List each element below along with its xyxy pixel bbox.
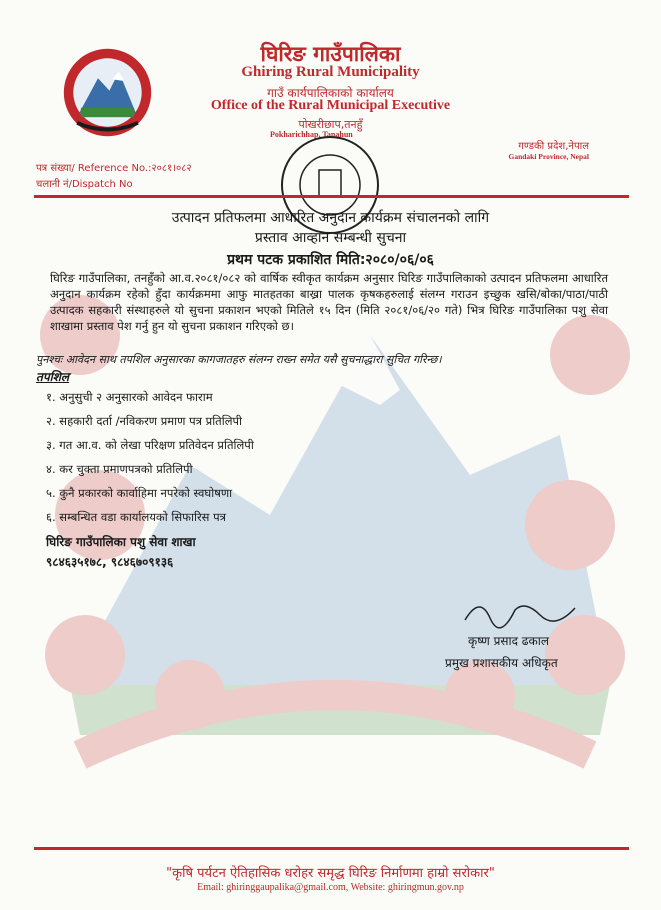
address-en: Pokharichhap, Tanahun xyxy=(270,130,353,139)
list-item: १. अनुसुची २ अनुसारको आवेदन फाराम xyxy=(46,390,213,404)
notice-subtitle: प्रस्ताव आव्हान सम्बन्धी सुचना xyxy=(254,230,407,246)
footer-contact: Email: ghiringgaupalika@gmail.com, Website: ghiringmun.gov.np xyxy=(197,882,464,893)
list-item: ५. कुनै प्रकारको कार्वाहिमा नपरेको स्वघोषणा xyxy=(46,486,233,500)
list-item: २. सहकारी दर्ता /नविकरण प्रमाण पत्र प्रतिलिपी xyxy=(46,414,243,428)
signatory-title: प्रमुख प्रशासकीय अधिकृत xyxy=(445,656,558,670)
footer-slogan: "कृषि पर्यटन ऐतिहासिक धरोहर समृद्ध घिरिङ निर्माणमा हाम्रो सरोकार" xyxy=(166,866,495,881)
notice-title: उत्पादन प्रतिफलमा आधारित अनुदान कार्यक्रम संचालनको लागि xyxy=(171,210,490,226)
list-item: ३. गत आ.व. को लेखा परिक्षण प्रतिवेदन प्रतिलिपी xyxy=(46,438,254,452)
office-name-en: Office of the Rural Municipal Executive xyxy=(210,98,451,113)
notice-body: घिरिङ गाउँपालिका, तनहुँको आ.व.२०८१/०८२ को वार्षिक स्वीकृत कार्यक्रम अनुसार घिरिङ गाउँपालिकाको उत्पादन प्रतिफलमा आधारित अनुदान कार्यक्रम रहेको हुँदा कार्यक्रममा आफु मातहतका बाख्रा पालक कृषकहरुलाई संलग्न गराउन इच्छुक खसि/बोका/पाठा/पाठी उत्पादक सहकारी संस्थाहरुले यो सुचना प्रकाशन भएको मितिले १५ दिन (मिति २०८१/०६/२० गते) भित्र घिरिङ गाउँपालिका पशु सेवा शाखामा प्रस्ताव पेश गर्नु हुन यो सुचना प्रकाशन गरिएको छ। xyxy=(50,271,608,333)
address-np: पोखरीछाप,तनहुँ xyxy=(298,118,363,131)
section-name: घिरिङ गाउँपालिका पशु सेवा शाखा xyxy=(46,535,196,549)
municipality-name-np: घिरिङ गाउँपालिका xyxy=(260,42,401,66)
footer-divider xyxy=(34,847,629,850)
signatory-name: कृष्ण प्रसाद ढकाल xyxy=(468,634,550,648)
province-np: गण्डकी प्रदेश,नेपाल xyxy=(518,141,589,152)
postscript-note: पुनश्चः आवेदन साथ तपशिल अनुसारका कागजातहरु संलग्न राख्न समेत यसै सुचनाद्धारा सुचित गरिन्छ। xyxy=(36,353,442,366)
list-item: ४. कर चुक्ता प्रमाणपत्रको प्रतिलिपी xyxy=(46,462,193,476)
contact-phones: ९८४६३५१७८, ९८४६७०९१३६ xyxy=(46,555,174,569)
office-name-np: गाउँ कार्यपालिकाको कार्यालय xyxy=(267,86,394,100)
published-date: प्रथम पटक प्रकाशित मिति:२०८०/०६/०६ xyxy=(227,252,434,268)
dispatch-number: चलानी नं/Dispatch No xyxy=(36,179,133,190)
list-item: ६. सम्बन्धित वडा कार्यालयको सिफारिस पत्र xyxy=(46,510,226,524)
reference-number: पत्र संख्या/ Reference No.:२०८१।०८२ xyxy=(36,163,192,174)
province-en: Gandaki Province, Nepal xyxy=(508,152,589,161)
signature xyxy=(455,590,595,630)
header-divider xyxy=(34,195,629,198)
municipality-name-en: Ghiring Rural Municipality xyxy=(241,64,420,80)
tapsil-heading: तपशिल xyxy=(36,370,70,384)
